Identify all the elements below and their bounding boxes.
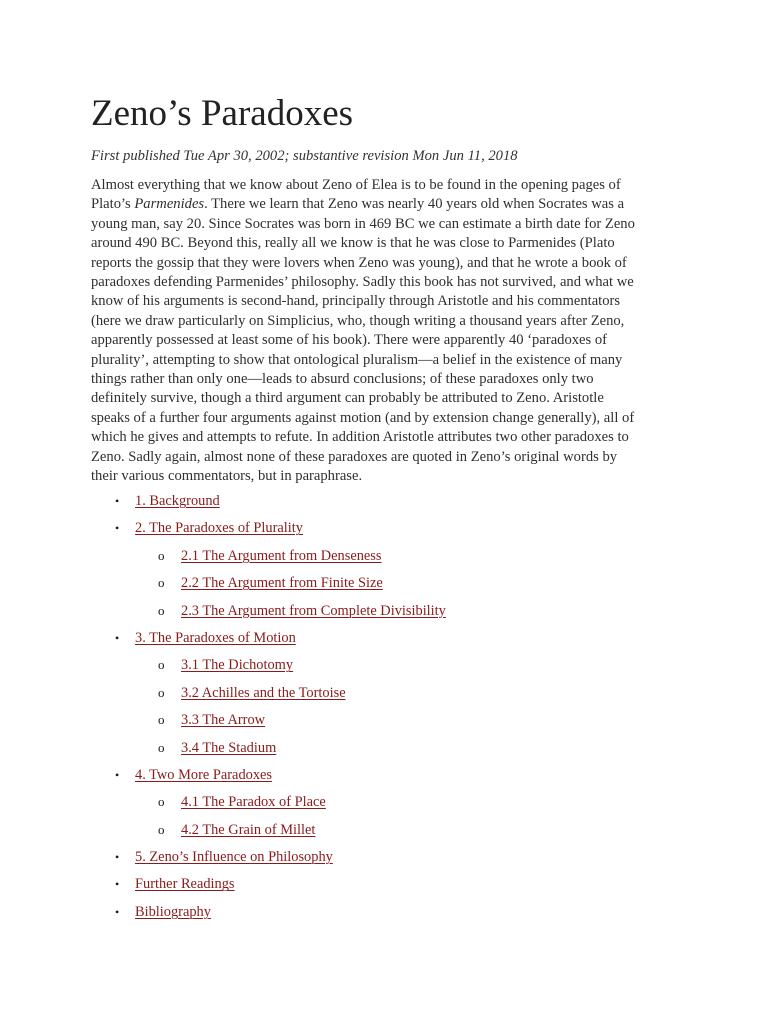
intro-line: definitely survive, though a third argument can probably be attributed to Zeno. Aristotle: [91, 390, 604, 407]
toc-item-stadium: [91, 738, 446, 765]
toc-item-argument-from-finite-size: [91, 573, 446, 600]
intro-line: Zeno. Sadly again, almost none of these paradoxes are quoted in Zeno’s original words by: [91, 448, 618, 465]
toc-link-dichotomy[interactable]: 3.1 The Dichotomy: [181, 657, 294, 674]
toc-link-paradoxes-of-motion[interactable]: 3. The Paradoxes of Motion: [135, 629, 296, 646]
circle-bullet-icon: o: [158, 684, 165, 700]
toc-item-further-readings: [91, 874, 446, 901]
toc-link-grain-of-millet[interactable]: 4.2 The Grain of Millet: [181, 821, 316, 838]
bullet-icon: •: [115, 850, 120, 865]
toc-item-zenos-influence: [91, 847, 446, 874]
toc-link-paradoxes-of-plurality[interactable]: 2. The Paradoxes of Plurality: [135, 520, 303, 537]
page-title: Zeno’s Paradoxes: [91, 93, 354, 134]
toc-item-grain-of-millet: [91, 820, 446, 847]
intro-line-start: Plato’s: [91, 196, 135, 213]
table-of-contents: [91, 491, 446, 929]
circle-bullet-icon: o: [158, 657, 165, 673]
circle-bullet-icon: o: [158, 739, 165, 755]
intro-line: which he gives and attempts to refute. In addition Aristotle attributes two other paradoxes to: [91, 429, 629, 446]
bullet-icon: •: [115, 521, 120, 536]
intro-line: things rather than only one—leads to absurd conclusions; of these paradoxes only two: [91, 371, 594, 388]
bullet-icon: •: [115, 877, 120, 892]
intro-line: know of his arguments is second-hand, principally through Aristotle and his commentators: [91, 293, 621, 310]
intro-line: [91, 195, 685, 214]
parmenides-title: Parmenides: [134, 196, 205, 213]
circle-bullet-icon: o: [158, 794, 165, 810]
toc-item-paradox-of-place: [91, 792, 446, 819]
toc-item-background: [91, 491, 446, 518]
toc-link-zenos-influence[interactable]: 5. Zeno’s Influence on Philosophy: [135, 849, 333, 866]
publication-info: First published Tue Apr 30, 2002; substantive revision Mon Jun 11, 2018: [91, 148, 518, 164]
toc-item-arrow: [91, 710, 446, 737]
toc-item-argument-from-denseness: [91, 546, 446, 573]
circle-bullet-icon: o: [158, 575, 165, 591]
toc-item-paradoxes-of-plurality: [91, 518, 446, 545]
intro-line: Almost everything that we know about Zeno of Elea is to be found in the opening pages of: [91, 177, 621, 193]
intro-paragraph: [91, 176, 685, 487]
toc-link-argument-from-denseness[interactable]: 2.1 The Argument from Denseness: [181, 547, 382, 564]
circle-bullet-icon: o: [158, 712, 165, 728]
intro-line: young man, say 20. Since Socrates was born in 469 BC we can estimate a birth date for Zeno: [91, 215, 635, 232]
intro-line: apparently possessed at least some of his book). There were apparently 40 ‘paradoxes of: [91, 332, 608, 349]
toc-item-two-more-paradoxes: [91, 765, 446, 792]
bullet-icon: •: [115, 630, 120, 645]
intro-line: their various commentators, but in paraphrase.: [91, 468, 363, 485]
toc-item-achilles-and-the-tortoise: [91, 683, 446, 710]
toc-link-argument-from-finite-size[interactable]: 2.2 The Argument from Finite Size: [181, 575, 383, 592]
intro-line: reports the gossip that they were lovers when Zeno was young), and that he wrote a book of: [91, 254, 627, 271]
toc-link-background[interactable]: 1. Background: [135, 493, 220, 509]
intro-line: paradoxes defending Parmenides’ philosophy. Sadly this book has not survived, and what we: [91, 274, 634, 291]
bullet-icon: •: [115, 767, 120, 782]
bullet-icon: •: [115, 494, 120, 508]
toc-item-dichotomy: [91, 655, 446, 682]
toc-link-arrow[interactable]: 3.3 The Arrow: [181, 712, 266, 729]
toc-link-two-more-paradoxes[interactable]: 4. Two More Paradoxes: [135, 766, 273, 783]
toc-link-argument-from-complete-divisibility[interactable]: 2.3 The Argument from Complete Divisibility: [181, 602, 446, 619]
circle-bullet-icon: o: [158, 547, 165, 563]
intro-line: (here we draw particularly on Simplicius, who, though writing a thousand years after Zeno,: [91, 312, 625, 329]
toc-link-achilles-and-the-tortoise[interactable]: 3.2 Achilles and the Tortoise: [181, 684, 346, 701]
toc-link-bibliography[interactable]: Bibliography: [135, 903, 211, 920]
bullet-icon: •: [115, 904, 120, 919]
toc-link-paradox-of-place[interactable]: 4.1 The Paradox of Place: [181, 794, 326, 811]
toc-item-bibliography: [91, 902, 446, 929]
intro-line-rest: . There we learn that Zeno was nearly 40 years old when Socrates was a: [204, 196, 625, 213]
intro-line: plurality’, attempting to show that ontological pluralism—a belief in the existence of many: [91, 351, 623, 368]
circle-bullet-icon: o: [158, 602, 165, 618]
toc-item-argument-from-complete-divisibility: [91, 601, 446, 628]
toc-item-paradoxes-of-motion: [91, 628, 446, 655]
toc-link-stadium[interactable]: 3.4 The Stadium: [181, 739, 277, 756]
toc-link-further-readings[interactable]: Further Readings: [135, 876, 235, 893]
intro-line: around 490 BC. Beyond this, really all we know is that he was close to Parmenides (Plato: [91, 235, 615, 252]
circle-bullet-icon: o: [158, 821, 165, 837]
intro-line: speaks of a further four arguments against motion (and by extension change generally), all of: [91, 409, 635, 426]
